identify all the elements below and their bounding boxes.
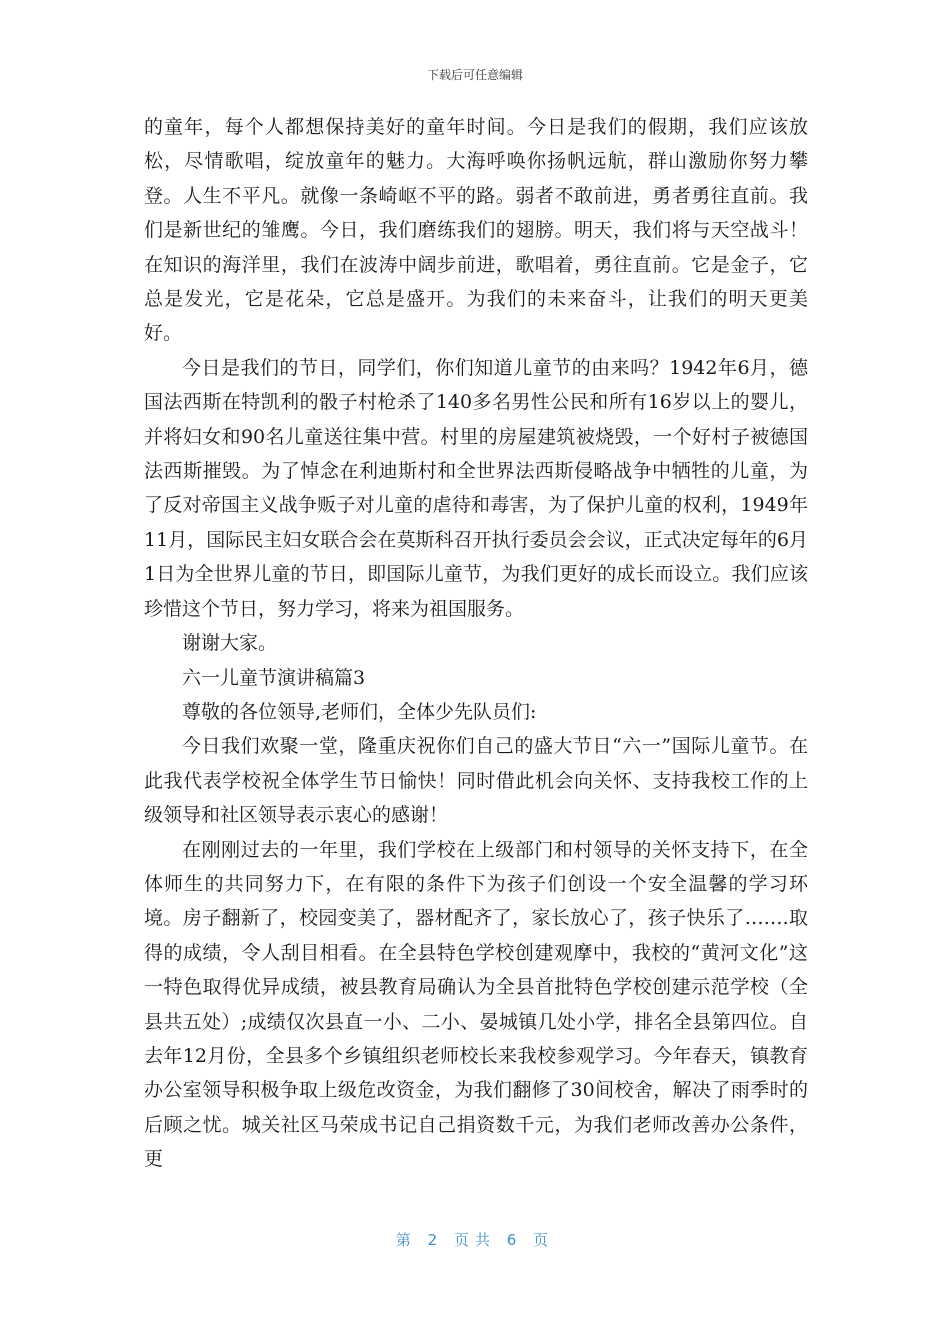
paragraph-1: 的童年，每个人都想保持美好的童年时间。今日是我们的假期，我们应该放松，尽情歌唱，绽放童年的魅力。大海呼唤你扬帆远航，群山激励你努力攀登。人生不平凡。就像一条崎岖不平的路。弱者不敢前进，勇者勇往直前。我们是新世纪的雏鹰。今日，我们磨练我们的翅膀。明天，我们将与天空战斗！在知识的海洋里，我们在波涛中阔步前进，歌唱着，勇往直前。它是金子，它总是发光，它是花朵，它总是盛开。为我们的未来奋斗，让我们的明天更美好。: [144, 116, 808, 345]
section-title: 六一儿童节演讲稿篇3: [182, 666, 366, 689]
page-header: 下载后可任意编辑: [426, 68, 523, 82]
paragraph-7: 在刚刚过去的一年里，我们学校在上级部门和村领导的关怀支持下，在全体师生的共同努力下，在有限的条件下为孩子们创设一个安全温馨的学习环境。房子翻新了，校园变美了，器材配齐了，家长放心了，孩子快乐了…….取得的成绩，令人刮目相看。在全县特色学校创建观摩中，我校的“黄河文化”这一特色取得优异成绩，被县教育局确认为全县首批特色学校创建示范学校（全县共五处）;成绩仅次县直一小、二小、晏城镇几处小学，排名全县第四位。自去年12月份，全县多个乡镇组织老师校长来我校参观学习。今年春天，镇教育办公室领导积极争取上级危改资金，为我们翻修了30间校舍，解决了雨季时的后顾之忧。城关社区马荣成书记自己捐资数千元，为我们老师改善办公条件，更: [144, 838, 808, 1171]
page-number-footer: 第 2 页共 6 页: [395, 1231, 555, 1249]
document-body: [144, 110, 808, 1177]
salutation: 尊敬的各位领导,老师们，全体少先队员们:: [182, 700, 537, 723]
paragraph-2: 今日是我们的节日，同学们，你们知道儿童节的由来吗？1942年6月，德国法西斯在特凯利的骰子村枪杀了140多名男性公民和所有16岁以上的婴儿，并将妇女和90名儿童送往集中营。村里的房屋建筑被烧毁，一个好村子被德国法西斯摧毁。为了悼念在利迪斯村和全世界法西斯侵略战争中牺牲的儿童，为了反对帝国主义战争贩子对儿童的虐待和毒害，为了保护儿童的权利，1949年11月，国际民主妇女联合会在莫斯科召开执行委员会会议，正式决定每年的6月1日为全世界儿童的节日，即国际儿童节，为我们更好的成长而设立。我们应该珍惜这个节日，努力学习，将来为祖国服务。: [144, 356, 808, 620]
paragraph-6: 今日我们欢聚一堂，隆重庆祝你们自己的盛大节日“六一”国际儿童节。在此我代表学校祝全体学生节日愉快！同时借此机会向关怀、支持我校工作的上级领导和社区领导表示衷心的感谢！: [144, 735, 808, 827]
paragraph-3: 谢谢大家。: [182, 632, 278, 655]
